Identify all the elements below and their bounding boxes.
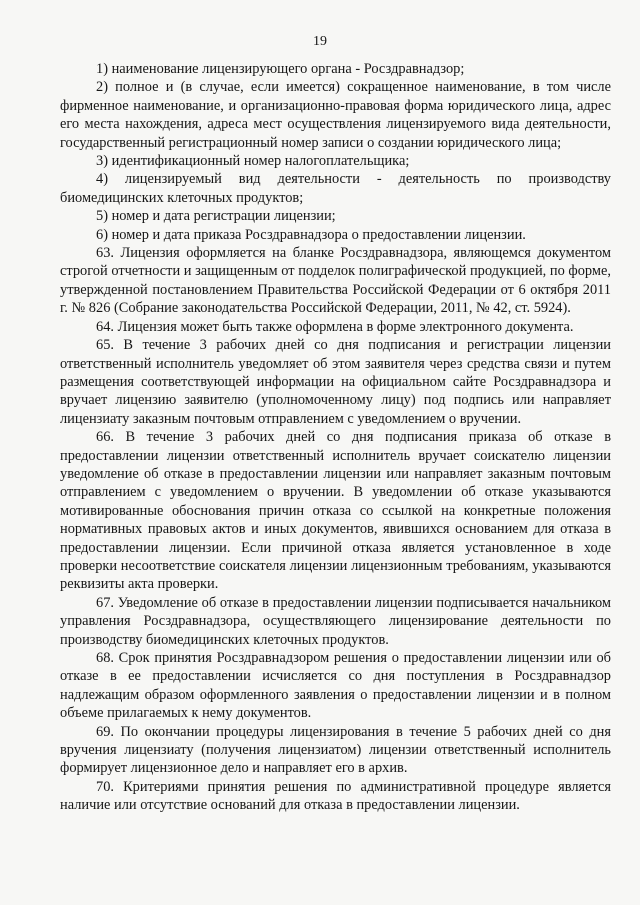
paragraph-item-4: 4) лицензируемый вид деятельности - деятельность по производству биомедицинских клеточных продуктов; bbox=[60, 171, 611, 206]
paragraph-68: 68. Срок принятия Росздравнадзором решения о предоставлении лицензии или об отказе в ее предоставлении исчисляется со дня поступления в Росздравнадзор надлежащим образом оформленного заявления о предоставлении лицензии и в полном объеме прилагаемых к нему документов. bbox=[60, 650, 611, 722]
paragraph-item-6: 6) номер и дата приказа Росздравнадзора о предоставлении лицензии. bbox=[96, 226, 526, 243]
paragraph-70: 70. Критериями принятия решения по административной процедуре является наличие или отсутствие оснований для отказа в предоставлении лицензии. bbox=[60, 778, 611, 814]
document-body bbox=[60, 60, 611, 815]
paragraph-item-1: 1) наименование лицензирующего органа - Росздравнадзор; bbox=[96, 61, 465, 77]
paragraph-69: 69. По окончании процедуры лицензирования в течение 5 рабочих дней со дня вручения лицензиату (получения лицензиатом) лицензии ответственный исполнитель формирует лицензионное дело и направляет его в архив. bbox=[60, 723, 611, 777]
paragraph-item-5: 5) номер и дата регистрации лицензии; bbox=[96, 208, 336, 225]
page-number: 19 bbox=[313, 34, 327, 49]
paragraph-66: 66. В течение 3 рабочих дней со дня подписания приказа об отказе в предоставлении лицензии ответственный исполнитель вручает соискателю лицензии уведомление об отказе в предоставлении лицензии или направляет заказным почтовым отправлением с уведомлением о вручении. В уведомлении об отказе указываются мотивированные обоснования причин отказа со ссылкой на конкретные положения нормативных правовых актов и иных документов, явившихся основанием для отказа в предоставлении лицензии. Если причиной отказа является установленное в ходе проверки несоответствие соискателя лицензии лицензионным требованиям, указываются реквизиты акта проверки. bbox=[60, 429, 611, 593]
paragraph-item-3: 3) идентификационный номер налогоплательщика; bbox=[96, 153, 410, 170]
paragraph-item-2: 2) полное и (в случае, если имеется) сокращенное наименование, в том числе фирменное наименование, и организационно-правовая форма юридического лица, адрес его места нахождения, адреса мест осуществления лицензируемого вида деятельности, государственный регистрационный номер записи о создании юридического лица; bbox=[60, 79, 611, 151]
paragraph-65: 65. В течение 3 рабочих дней со дня подписания и регистрации лицензии ответственный исполнитель уведомляет об этом заявителя через средства связи и путем размещения соответствующей информации на официальном сайте Росздравнадзора и вручает лицензию заявителю (уполномоченному лицу) под подпись или направляет лицензиату заказным почтовым отправлением с уведомлением о вручении. bbox=[60, 337, 611, 427]
paragraph-63: 63. Лицензия оформляется на бланке Росздравнадзора, являющемся документом строгой отчетности и защищенным от подделок полиграфической продукцией, по форме, утвержденной постановлением Правительства Российской Федерации от 6 октября 2011 г. № 826 (Собрание законодательства Российской Федерации, 2011, № 42, ст. 5924). bbox=[60, 245, 611, 317]
paragraph-64: 64. Лицензия может быть также оформлена в форме электронного документа. bbox=[96, 318, 574, 335]
paragraph-67: 67. Уведомление об отказе в предоставлении лицензии подписывается начальником управления Росздравнадзора, осуществляющего лицензирование деятельности по производству биомедицинских клеточных продуктов. bbox=[60, 594, 611, 648]
